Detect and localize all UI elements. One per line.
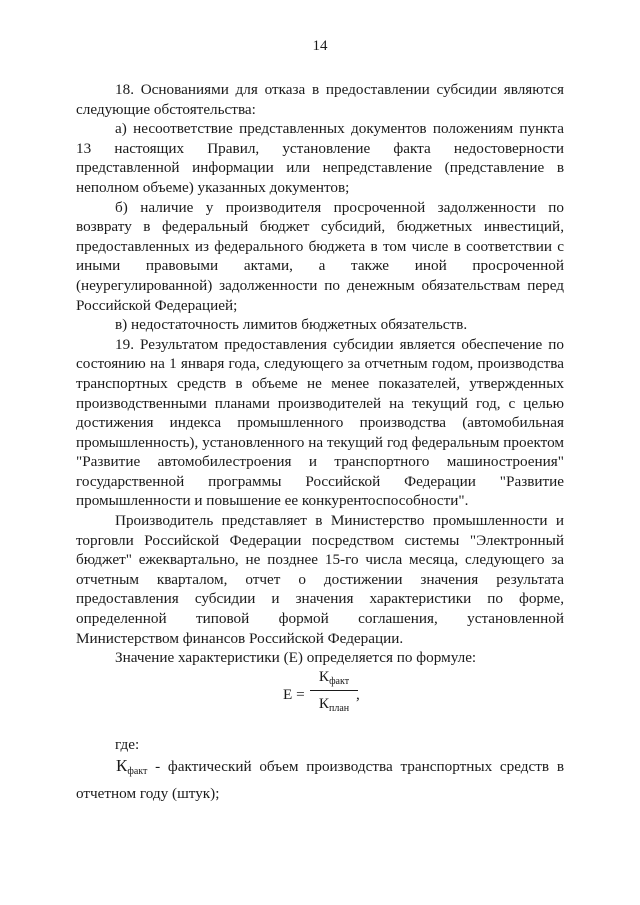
document-body [76,80,564,668]
numerator-symbol: К [318,668,330,685]
kfact-description: - фактический объем производства транспортных средств в отчетном году (штук); [76,758,564,802]
paragraph-formula-intro: Значение характеристики (Е) определяется по формуле: [115,649,477,667]
paragraph-18-a: а) несоответствие представленных документов положениям пункта 13 настоящих Правил, установление факта недостоверности представленной информации или непредставление (представление в неполном объеме) указанных документов; [76,120,564,196]
paragraph-18-v: в) недостаточность лимитов бюджетных обязательств. [115,316,468,334]
denominator-symbol: К [318,695,329,712]
denominator-subscript: план [329,703,350,714]
formula [0,666,640,726]
paragraph-18-b: б) наличие у производителя просроченной задолженности по возврату в федеральный бюджет субсидий, бюджетных инвестиций, предоставленных из федерального бюджета в том числе в соответствии с иными правовыми актами, а также иной просроченной (неурегулированной) задолженности по денежным обязательствам перед Российской Федерацией; [76,198,564,314]
kfact-symbol: К [116,756,128,775]
formula-comma: , [356,686,360,703]
paragraph-report: Производитель представляет в Министерство промышленности и торговли Российской Федерации посредством системы "Электронный бюджет" ежеквартально, не позднее 15-го числа месяца, следующего за отчетным кварталом, отчет о достижении значения результата предоставления субсидии и значения характеристики по форме, определенной типовой формой соглашения, установленной Министерством финансов Российской Федерации. [76,512,564,647]
kfact-subscript: факт [127,766,148,777]
kfact-definition-text [76,755,564,805]
formula-denominator [310,693,358,714]
paragraph-19: 19. Результатом предоставления субсидии является обеспечение по состоянию на 1 января года, следующего за отчетным годом, производства транспортных средств в объеме не менее показателей, утвержденных производственными планами производителей на текущий год, с целью достижения индекса промышленного производства (автомобильная промышленность), установленного на текущий год федеральным проектом "Развитие автомобилестроения и транспортного машиностроения" государственной программы Российской Федерации "Развитие промышленности и повышение ее конкурентоспособности". [76,335,564,510]
fraction-bar [310,690,358,691]
paragraph-18: 18. Основаниями для отказа в предоставлении субсидии являются следующие обстоятельства: [76,81,564,118]
formula-numerator [310,666,358,687]
where-label: где: [115,736,140,753]
page-number: 14 [312,38,328,54]
formula-lhs: Е = [283,686,305,703]
formula-fraction [310,666,358,714]
kfact-definition [76,755,564,805]
numerator-subscript: факт [329,676,350,687]
